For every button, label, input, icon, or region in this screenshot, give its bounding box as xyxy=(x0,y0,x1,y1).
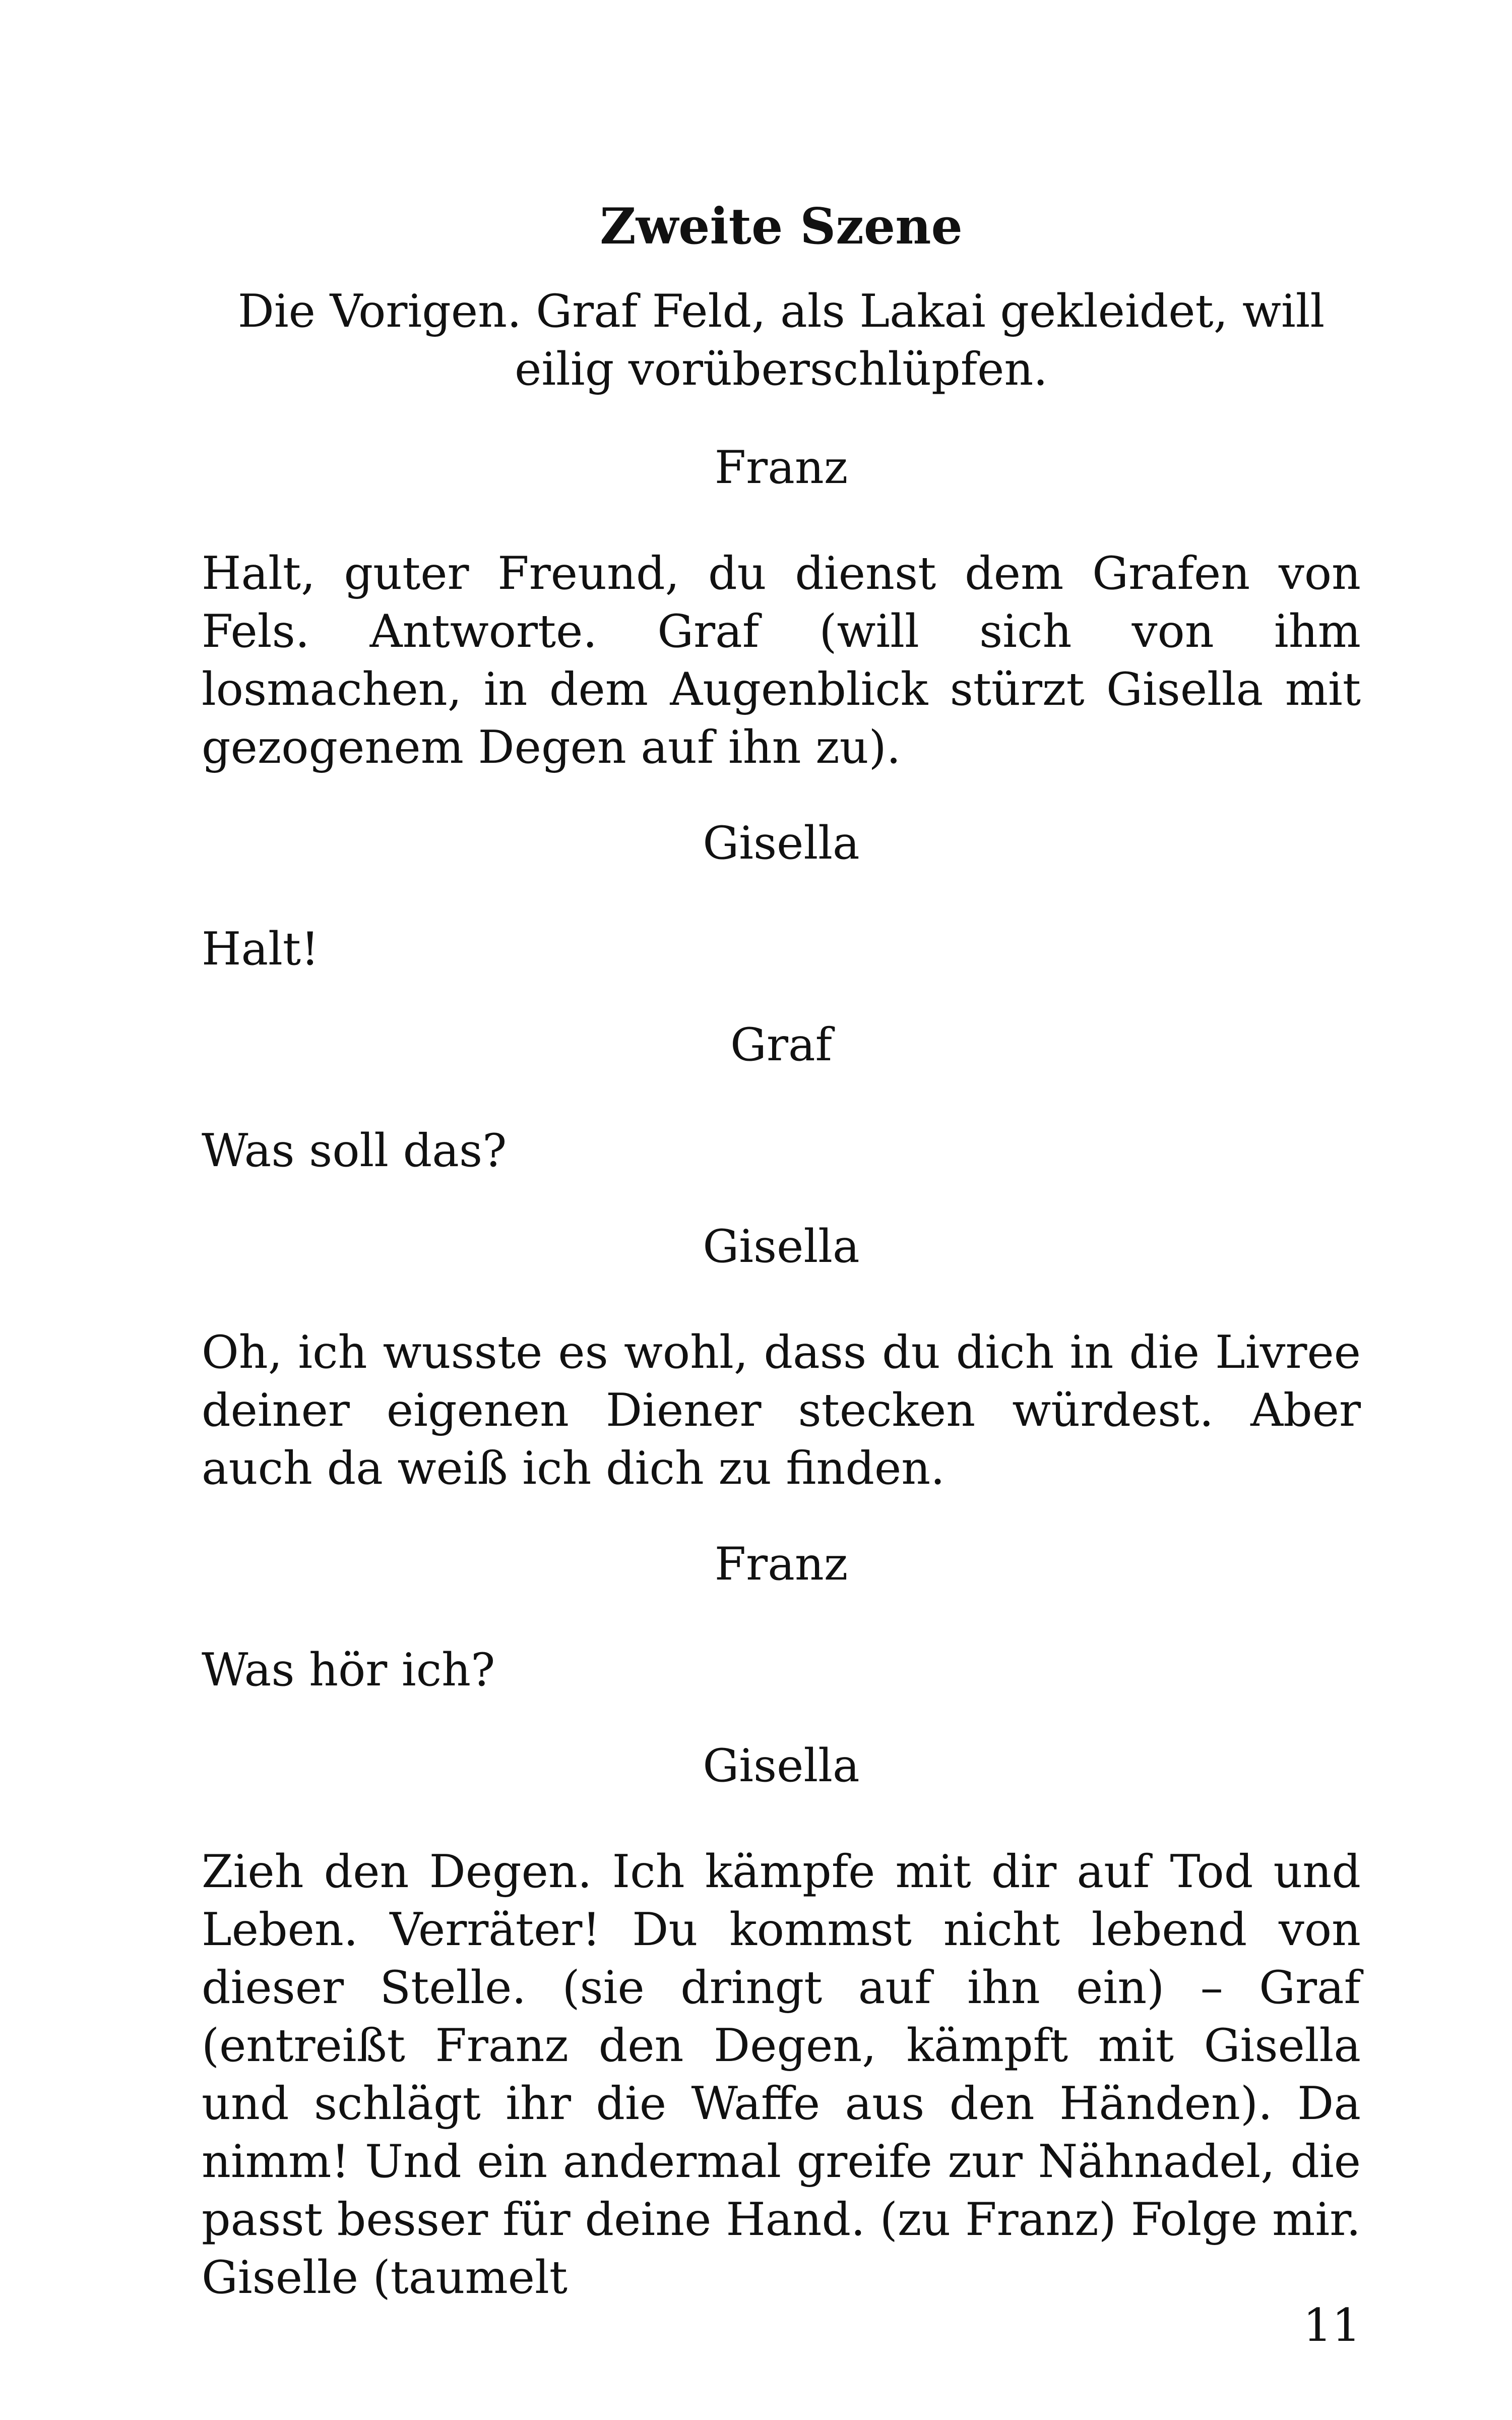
speaker-name: Franz xyxy=(714,441,848,494)
speech-text: Was soll das? xyxy=(202,1124,507,1177)
dialogue-block-6 xyxy=(202,1737,1361,2307)
speech-text: Halt, guter Freund, du dienst dem Grafen von Fels. Antworte. Graf (will sich von ihm losmachen, in dem Augenblick stürzt Gisella mit gezogenem Degen auf ihn zu). xyxy=(202,547,1361,774)
dialogue-block-3 xyxy=(202,1016,1361,1180)
dialogue-block-5 xyxy=(202,1535,1361,1699)
book-page xyxy=(202,192,1361,2307)
scene-title: Zweite Szene xyxy=(600,198,963,256)
speech-text: Oh, ich wusste es wohl, dass du dich in die Livree deiner eigenen Diener stecken würdest. Aber auch da weiß ich dich zu finden. xyxy=(202,1326,1361,1495)
dialogue-block-1 xyxy=(202,439,1361,776)
speaker-name: Graf xyxy=(730,1018,832,1071)
speech-text: Zieh den Degen. Ich kämpfe mit dir auf Tod und Leben. Verräter! Du kommst nicht lebend von dieser Stelle. (sie dringt auf ihn ein) – Graf (entreißt Franz den Degen, kämpft mit Gisella und schlägt ihr die Waffe aus den Händen). Da nimm! Und ein andermal greife zur Nähnadel, die passt besser für deine Hand. (zu Franz) Folge mir. Giselle (taumelt xyxy=(202,1845,1361,2304)
page-number: 11 xyxy=(1303,2299,1361,2352)
speaker-name: Gisella xyxy=(703,1739,860,1792)
dialogue-block-4 xyxy=(202,1218,1361,1497)
stage-direction: Die Vorigen. Graf Feld, als Lakai gekleidet, will eilig vorüberschlüpfen. xyxy=(237,285,1325,396)
speaker-name: Gisella xyxy=(703,817,860,870)
speaker-name: Gisella xyxy=(703,1220,860,1273)
speech-text: Was hör ich? xyxy=(202,1644,495,1697)
speech-text: Halt! xyxy=(202,923,320,976)
speaker-name: Franz xyxy=(714,1538,848,1591)
dialogue-block-2 xyxy=(202,814,1361,978)
